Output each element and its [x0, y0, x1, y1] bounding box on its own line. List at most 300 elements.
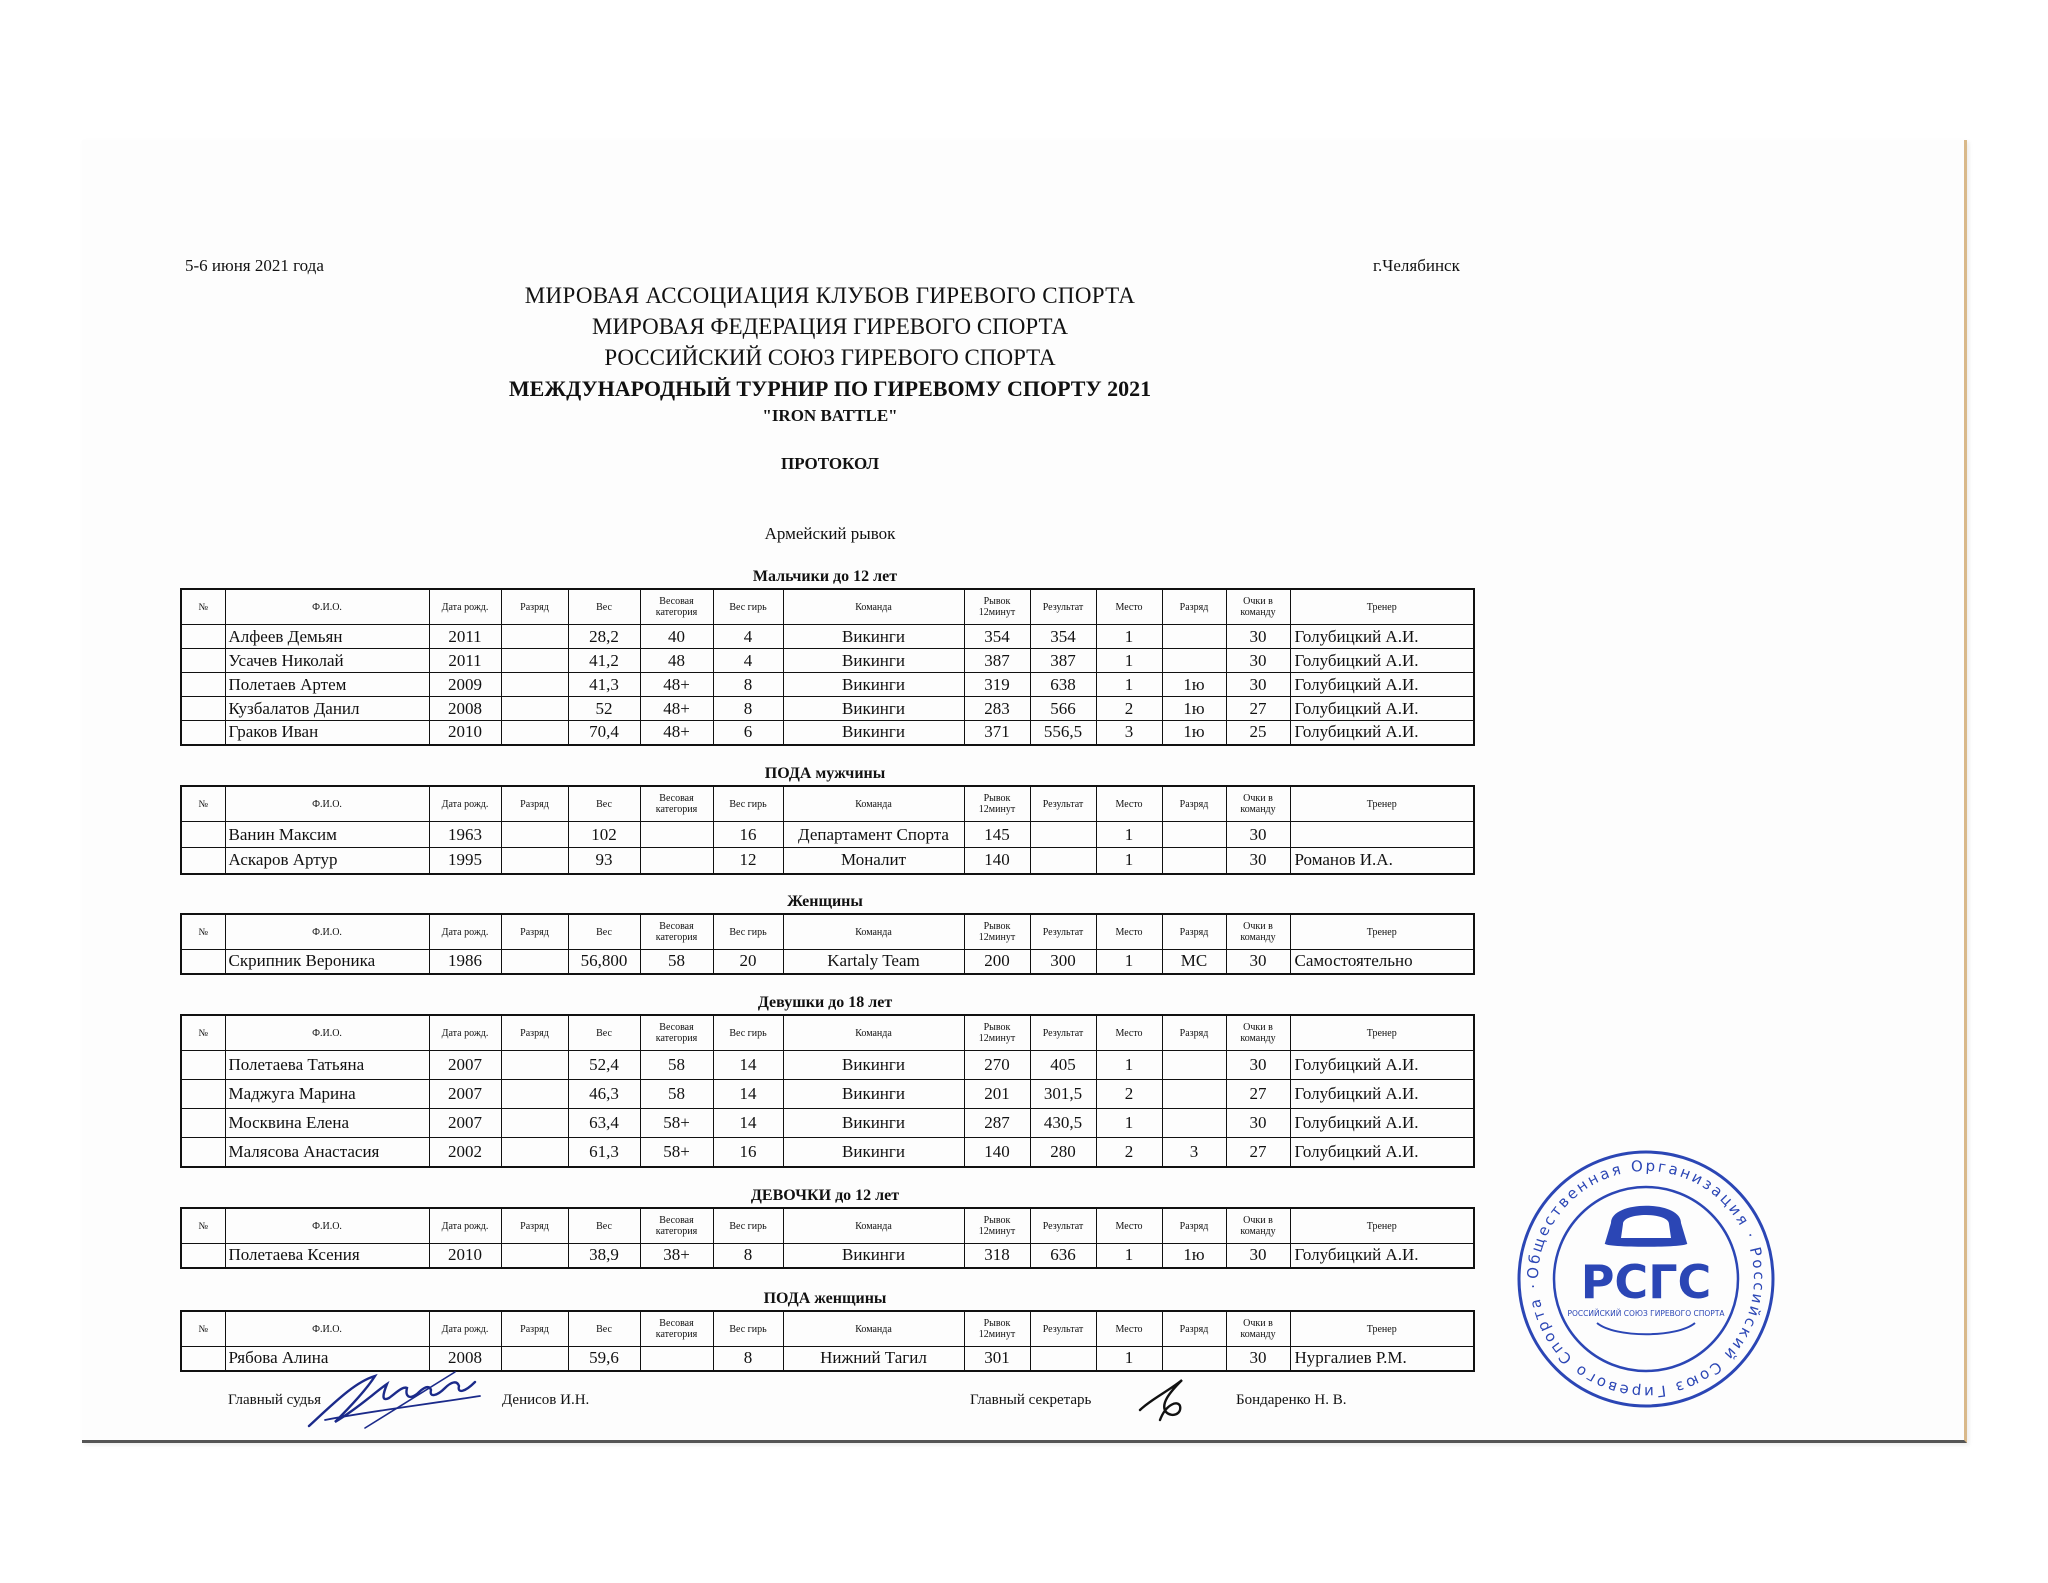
column-header-coach: Тренер [1290, 1015, 1474, 1051]
event-city: г.Челябинск [1373, 256, 1460, 275]
cell-rank [501, 848, 568, 874]
results-table [180, 913, 1475, 975]
column-header-snatch-12min: Рывок 12минут [964, 914, 1030, 950]
column-header-coach: Тренер [1290, 1208, 1474, 1244]
cell-full-name: Ванин Максим [225, 822, 429, 848]
cell-result: 638 [1030, 673, 1096, 697]
column-header-body-weight: Вес [568, 786, 640, 822]
cell-weight-category: 58+ [640, 1138, 713, 1167]
cell-coach: Голубицкий А.И. [1290, 1080, 1474, 1109]
cell-body-weight: 38,9 [568, 1244, 640, 1268]
cell-full-name: Усачев Николай [225, 649, 429, 673]
cell-snatch-12min: 283 [964, 697, 1030, 721]
cell-row-number [181, 822, 225, 848]
cell-rank-awarded [1162, 1080, 1226, 1109]
cell-team-points: 30 [1226, 649, 1290, 673]
cell-place: 2 [1096, 697, 1162, 721]
cell-team: Викинги [783, 625, 964, 649]
column-header-snatch-12min: Рывок 12минут [964, 1311, 1030, 1347]
cell-rank [501, 697, 568, 721]
cell-team-points: 30 [1226, 1109, 1290, 1138]
section-title: Мальчики до 12 лет [752, 568, 898, 585]
column-header-birth-year: Дата рожд. [429, 786, 501, 822]
cell-rank [501, 1080, 568, 1109]
cell-team: Викинги [783, 1080, 964, 1109]
cell-snatch-12min: 270 [964, 1051, 1030, 1080]
cell-kettlebell-weight: 14 [713, 1109, 783, 1138]
cell-rank-awarded [1162, 625, 1226, 649]
section-title: ПОДА женщины [763, 1290, 887, 1307]
cell-team-points: 30 [1226, 1347, 1290, 1371]
cell-body-weight: 56,800 [568, 950, 640, 974]
cell-coach: Голубицкий А.И. [1290, 1051, 1474, 1080]
cell-rank-awarded: 1ю [1162, 697, 1226, 721]
cell-place: 1 [1096, 649, 1162, 673]
chief-judge-name: Денисов И.Н. [502, 1392, 590, 1408]
cell-birth-year: 2007 [429, 1109, 501, 1138]
cell-result: 566 [1030, 697, 1096, 721]
column-header-weight-category: Весовая категория [640, 914, 713, 950]
cell-birth-year: 2009 [429, 673, 501, 697]
table-row [181, 721, 1474, 745]
cell-weight-category [640, 822, 713, 848]
cell-team-points: 27 [1226, 1138, 1290, 1167]
results-table [180, 588, 1475, 746]
chief-judge-signature [305, 1362, 485, 1432]
cell-rank [501, 1347, 568, 1371]
cell-rank-awarded: 1ю [1162, 673, 1226, 697]
cell-row-number [181, 1051, 225, 1080]
cell-place: 1 [1096, 673, 1162, 697]
cell-result: 280 [1030, 1138, 1096, 1167]
cell-snatch-12min: 371 [964, 721, 1030, 745]
table-row [181, 1051, 1474, 1080]
results-table [180, 1014, 1475, 1168]
column-header-weight-category: Весовая категория [640, 1208, 713, 1244]
table-row [181, 1080, 1474, 1109]
cell-row-number [181, 697, 225, 721]
column-header-body-weight: Вес [568, 914, 640, 950]
column-header-place: Место [1096, 1015, 1162, 1051]
column-header-team: Команда [783, 1208, 964, 1244]
cell-snatch-12min: 318 [964, 1244, 1030, 1268]
cell-coach: Голубицкий А.И. [1290, 1138, 1474, 1167]
cell-kettlebell-weight: 8 [713, 1244, 783, 1268]
svg-text:Общественная Организация · Рос: Общественная Организация · Российский Союз Гиревого Спорта · [1523, 1156, 1769, 1402]
cell-weight-category: 58+ [640, 1109, 713, 1138]
cell-coach: Самостоятельно [1290, 950, 1474, 974]
cell-full-name: Рябова Алина [225, 1347, 429, 1371]
cell-row-number [181, 1080, 225, 1109]
cell-kettlebell-weight: 4 [713, 625, 783, 649]
cell-rank-awarded: 3 [1162, 1138, 1226, 1167]
cell-rank [501, 673, 568, 697]
cell-weight-category: 58 [640, 1051, 713, 1080]
cell-snatch-12min: 287 [964, 1109, 1030, 1138]
cell-team-points: 30 [1226, 950, 1290, 974]
cell-team-points: 30 [1226, 848, 1290, 874]
cell-rank-awarded [1162, 1347, 1226, 1371]
column-header-place: Место [1096, 1311, 1162, 1347]
cell-result: 387 [1030, 649, 1096, 673]
cell-weight-category: 58 [640, 950, 713, 974]
cell-birth-year: 2010 [429, 721, 501, 745]
cell-body-weight: 70,4 [568, 721, 640, 745]
column-header-rank-awarded: Разряд [1162, 786, 1226, 822]
cell-snatch-12min: 140 [964, 848, 1030, 874]
column-header-kettlebell-weight: Вес гирь [713, 914, 783, 950]
cell-birth-year: 2010 [429, 1244, 501, 1268]
cell-body-weight: 28,2 [568, 625, 640, 649]
column-header-birth-year: Дата рожд. [429, 1015, 501, 1051]
cell-weight-category [640, 848, 713, 874]
cell-place: 1 [1096, 1244, 1162, 1268]
cell-rank-awarded: МС [1162, 950, 1226, 974]
cell-snatch-12min: 140 [964, 1138, 1030, 1167]
cell-snatch-12min: 201 [964, 1080, 1030, 1109]
column-header-result: Результат [1030, 1208, 1096, 1244]
cell-full-name: Алфеев Демьян [225, 625, 429, 649]
column-header-full-name: Ф.И.О. [225, 914, 429, 950]
cell-body-weight: 63,4 [568, 1109, 640, 1138]
cell-team: Викинги [783, 697, 964, 721]
cell-team: Нижний Тагил [783, 1347, 964, 1371]
cell-row-number [181, 1347, 225, 1371]
column-header-rank-awarded: Разряд [1162, 914, 1226, 950]
column-header-weight-category: Весовая категория [640, 1015, 713, 1051]
column-header-rank: Разряд [501, 1015, 568, 1051]
cell-team: Моналит [783, 848, 964, 874]
cell-team-points: 30 [1226, 1244, 1290, 1268]
table-header-row [181, 786, 1474, 822]
cell-full-name: Москвина Елена [225, 1109, 429, 1138]
cell-body-weight: 41,2 [568, 649, 640, 673]
cell-row-number [181, 625, 225, 649]
cell-row-number [181, 950, 225, 974]
cell-place: 1 [1096, 822, 1162, 848]
cell-body-weight: 102 [568, 822, 640, 848]
cell-team: Викинги [783, 1051, 964, 1080]
cell-full-name: Кузбалатов Данил [225, 697, 429, 721]
cell-kettlebell-weight: 4 [713, 649, 783, 673]
cell-body-weight: 59,6 [568, 1347, 640, 1371]
cell-rank [501, 1051, 568, 1080]
cell-result: 556,5 [1030, 721, 1096, 745]
column-header-row-number: № [181, 1015, 225, 1051]
column-header-full-name: Ф.И.О. [225, 1208, 429, 1244]
column-header-kettlebell-weight: Вес гирь [713, 1208, 783, 1244]
cell-coach [1290, 822, 1474, 848]
cell-team: Викинги [783, 1138, 964, 1167]
column-header-result: Результат [1030, 1015, 1096, 1051]
cell-team: Викинги [783, 1244, 964, 1268]
cell-place: 3 [1096, 721, 1162, 745]
table-row [181, 1138, 1474, 1167]
chief-secretary-label: Главный секретарь [970, 1392, 1092, 1408]
cell-result: 636 [1030, 1244, 1096, 1268]
table-row [181, 697, 1474, 721]
column-header-full-name: Ф.И.О. [225, 786, 429, 822]
cell-team-points: 30 [1226, 1051, 1290, 1080]
column-header-rank-awarded: Разряд [1162, 1015, 1226, 1051]
cell-team: Викинги [783, 649, 964, 673]
cell-coach: Романов И.А. [1290, 848, 1474, 874]
cell-team: Департамент Спорта [783, 822, 964, 848]
tournament-subtitle: "IRON BATTLE" [762, 406, 898, 425]
cell-team-points: 27 [1226, 697, 1290, 721]
table-header-row [181, 1015, 1474, 1051]
column-header-rank: Разряд [501, 786, 568, 822]
event-date: 5-6 июня 2021 года [185, 256, 324, 275]
cell-kettlebell-weight: 16 [713, 1138, 783, 1167]
cell-kettlebell-weight: 8 [713, 673, 783, 697]
cell-snatch-12min: 387 [964, 649, 1030, 673]
cell-snatch-12min: 319 [964, 673, 1030, 697]
column-header-full-name: Ф.И.О. [225, 1311, 429, 1347]
cell-result: 405 [1030, 1051, 1096, 1080]
cell-place: 1 [1096, 1347, 1162, 1371]
cell-result: 301,5 [1030, 1080, 1096, 1109]
cell-place: 2 [1096, 1080, 1162, 1109]
column-header-result: Результат [1030, 1311, 1096, 1347]
column-header-body-weight: Вес [568, 1311, 640, 1347]
cell-row-number [181, 1109, 225, 1138]
column-header-row-number: № [181, 914, 225, 950]
cell-rank [501, 721, 568, 745]
cell-full-name: Полетаев Артем [225, 673, 429, 697]
cell-kettlebell-weight: 14 [713, 1051, 783, 1080]
column-header-weight-category: Весовая категория [640, 589, 713, 625]
cell-snatch-12min: 145 [964, 822, 1030, 848]
cell-coach: Нургалиев Р.М. [1290, 1347, 1474, 1371]
section-title: Женщины [787, 893, 863, 910]
cell-place: 1 [1096, 848, 1162, 874]
column-header-kettlebell-weight: Вес гирь [713, 589, 783, 625]
cell-place: 1 [1096, 625, 1162, 649]
cell-coach: Голубицкий А.И. [1290, 673, 1474, 697]
cell-full-name: Скрипник Вероника [225, 950, 429, 974]
cell-row-number [181, 673, 225, 697]
column-header-birth-year: Дата рожд. [429, 1208, 501, 1244]
table-row [181, 649, 1474, 673]
cell-rank [501, 822, 568, 848]
column-header-row-number: № [181, 786, 225, 822]
column-header-rank: Разряд [501, 914, 568, 950]
cell-birth-year: 1986 [429, 950, 501, 974]
table-row [181, 848, 1474, 874]
cell-birth-year: 1995 [429, 848, 501, 874]
table-header-row [181, 1208, 1474, 1244]
cell-team: Викинги [783, 1109, 964, 1138]
cell-coach: Голубицкий А.И. [1290, 721, 1474, 745]
cell-body-weight: 52,4 [568, 1051, 640, 1080]
cell-result: 430,5 [1030, 1109, 1096, 1138]
org-title-1: МИРОВАЯ АССОЦИАЦИЯ КЛУБОВ ГИРЕВОГО СПОРТА [524, 283, 1136, 308]
org-title-2: МИРОВАЯ ФЕДЕРАЦИЯ ГИРЕВОГО СПОРТА [592, 314, 1068, 339]
cell-weight-category [640, 1347, 713, 1371]
column-header-result: Результат [1030, 589, 1096, 625]
cell-kettlebell-weight: 8 [713, 697, 783, 721]
cell-rank-awarded [1162, 848, 1226, 874]
cell-coach: Голубицкий А.И. [1290, 1244, 1474, 1268]
cell-snatch-12min: 354 [964, 625, 1030, 649]
column-header-team: Команда [783, 1311, 964, 1347]
cell-result [1030, 848, 1096, 874]
section-title: ДЕВОЧКИ до 12 лет [750, 1187, 900, 1204]
cell-rank [501, 1138, 568, 1167]
cell-birth-year: 2011 [429, 625, 501, 649]
column-header-coach: Тренер [1290, 1311, 1474, 1347]
section-title: ПОДА мужчины [764, 765, 886, 782]
cell-rank [501, 1244, 568, 1268]
cell-full-name: Граков Иван [225, 721, 429, 745]
column-header-team-points: Очки в команду [1226, 1015, 1290, 1051]
cell-snatch-12min: 301 [964, 1347, 1030, 1371]
cell-rank-awarded [1162, 822, 1226, 848]
svg-text:РОССИЙСКИЙ СОЮЗ ГИРЕВОГО СПОРТ: РОССИЙСКИЙ СОЮЗ ГИРЕВОГО СПОРТА [1567, 1309, 1725, 1318]
column-header-team-points: Очки в команду [1226, 1311, 1290, 1347]
cell-full-name: Аскаров Артур [225, 848, 429, 874]
cell-rank [501, 1109, 568, 1138]
column-header-rank-awarded: Разряд [1162, 1311, 1226, 1347]
cell-body-weight: 41,3 [568, 673, 640, 697]
column-header-result: Результат [1030, 786, 1096, 822]
cell-rank-awarded [1162, 1109, 1226, 1138]
svg-text:РСГС: РСГС [1580, 1255, 1712, 1309]
cell-weight-category: 58 [640, 1080, 713, 1109]
table-header-row [181, 914, 1474, 950]
cell-full-name: Полетаева Ксения [225, 1244, 429, 1268]
cell-birth-year: 2008 [429, 1347, 501, 1371]
cell-row-number [181, 1244, 225, 1268]
protocol-title: ПРОТОКОЛ [780, 454, 879, 473]
cell-team-points: 30 [1226, 625, 1290, 649]
cell-rank [501, 649, 568, 673]
cell-rank-awarded [1162, 649, 1226, 673]
cell-kettlebell-weight: 20 [713, 950, 783, 974]
column-header-birth-year: Дата рожд. [429, 589, 501, 625]
org-title-3: РОССИЙСКИЙ СОЮЗ ГИРЕВОГО СПОРТА [604, 345, 1056, 370]
cell-body-weight: 46,3 [568, 1080, 640, 1109]
cell-team-points: 25 [1226, 721, 1290, 745]
column-header-weight-category: Весовая категория [640, 1311, 713, 1347]
column-header-birth-year: Дата рожд. [429, 914, 501, 950]
column-header-snatch-12min: Рывок 12минут [964, 1015, 1030, 1051]
discipline-title: Армейский рывок [764, 524, 896, 543]
table-row [181, 673, 1474, 697]
cell-rank [501, 625, 568, 649]
column-header-rank-awarded: Разряд [1162, 1208, 1226, 1244]
column-header-rank: Разряд [501, 589, 568, 625]
cell-rank-awarded [1162, 1051, 1226, 1080]
cell-row-number [181, 721, 225, 745]
results-table [180, 1207, 1475, 1269]
column-header-team: Команда [783, 1015, 964, 1051]
cell-coach: Голубицкий А.И. [1290, 625, 1474, 649]
column-header-rank-awarded: Разряд [1162, 589, 1226, 625]
column-header-team: Команда [783, 786, 964, 822]
cell-snatch-12min: 200 [964, 950, 1030, 974]
cell-kettlebell-weight: 8 [713, 1347, 783, 1371]
cell-row-number [181, 649, 225, 673]
column-header-place: Место [1096, 914, 1162, 950]
column-header-snatch-12min: Рывок 12минут [964, 786, 1030, 822]
column-header-body-weight: Вес [568, 1015, 640, 1051]
cell-body-weight: 61,3 [568, 1138, 640, 1167]
cell-kettlebell-weight: 12 [713, 848, 783, 874]
column-header-place: Место [1096, 589, 1162, 625]
cell-weight-category: 38+ [640, 1244, 713, 1268]
cell-team-points: 30 [1226, 822, 1290, 848]
chief-secretary-signature [1130, 1370, 1200, 1430]
cell-coach: Голубицкий А.И. [1290, 649, 1474, 673]
cell-full-name: Маджуга Марина [225, 1080, 429, 1109]
cell-place: 2 [1096, 1138, 1162, 1167]
column-header-weight-category: Весовая категория [640, 786, 713, 822]
cell-weight-category: 40 [640, 625, 713, 649]
column-header-kettlebell-weight: Вес гирь [713, 1311, 783, 1347]
column-header-body-weight: Вес [568, 589, 640, 625]
cell-birth-year: 1963 [429, 822, 501, 848]
cell-birth-year: 2007 [429, 1051, 501, 1080]
table-row [181, 950, 1474, 974]
table-header-row [181, 589, 1474, 625]
cell-kettlebell-weight: 14 [713, 1080, 783, 1109]
cell-body-weight: 93 [568, 848, 640, 874]
table-header-row [181, 1311, 1474, 1347]
cell-result [1030, 822, 1096, 848]
cell-kettlebell-weight: 16 [713, 822, 783, 848]
cell-kettlebell-weight: 6 [713, 721, 783, 745]
cell-place: 1 [1096, 1109, 1162, 1138]
column-header-team: Команда [783, 914, 964, 950]
column-header-row-number: № [181, 1311, 225, 1347]
section-title: Девушки до 18 лет [757, 994, 893, 1011]
table-row [181, 822, 1474, 848]
cell-weight-category: 48+ [640, 697, 713, 721]
cell-row-number [181, 848, 225, 874]
cell-birth-year: 2007 [429, 1080, 501, 1109]
cell-result [1030, 1347, 1096, 1371]
cell-team-points: 27 [1226, 1080, 1290, 1109]
column-header-snatch-12min: Рывок 12минут [964, 1208, 1030, 1244]
cell-result: 354 [1030, 625, 1096, 649]
column-header-birth-year: Дата рожд. [429, 1311, 501, 1347]
column-header-coach: Тренер [1290, 914, 1474, 950]
column-header-row-number: № [181, 589, 225, 625]
column-header-team-points: Очки в команду [1226, 914, 1290, 950]
table-row [181, 625, 1474, 649]
column-header-team-points: Очки в команду [1226, 589, 1290, 625]
column-header-rank: Разряд [501, 1208, 568, 1244]
cell-team-points: 30 [1226, 673, 1290, 697]
column-header-row-number: № [181, 1208, 225, 1244]
column-header-coach: Тренер [1290, 786, 1474, 822]
chief-judge-label: Главный судья [228, 1392, 322, 1408]
cell-rank [501, 950, 568, 974]
cell-rank-awarded: 1ю [1162, 721, 1226, 745]
cell-birth-year: 2008 [429, 697, 501, 721]
table-row [181, 1109, 1474, 1138]
column-header-place: Место [1096, 786, 1162, 822]
cell-row-number [181, 1138, 225, 1167]
tournament-title: МЕЖДУНАРОДНЫЙ ТУРНИР ПО ГИРЕВОМУ СПОРТУ 2021 [508, 376, 1152, 401]
cell-place: 1 [1096, 950, 1162, 974]
column-header-result: Результат [1030, 914, 1096, 950]
column-header-team-points: Очки в команду [1226, 1208, 1290, 1244]
organization-stamp [1515, 1148, 1777, 1410]
cell-team: Викинги [783, 673, 964, 697]
